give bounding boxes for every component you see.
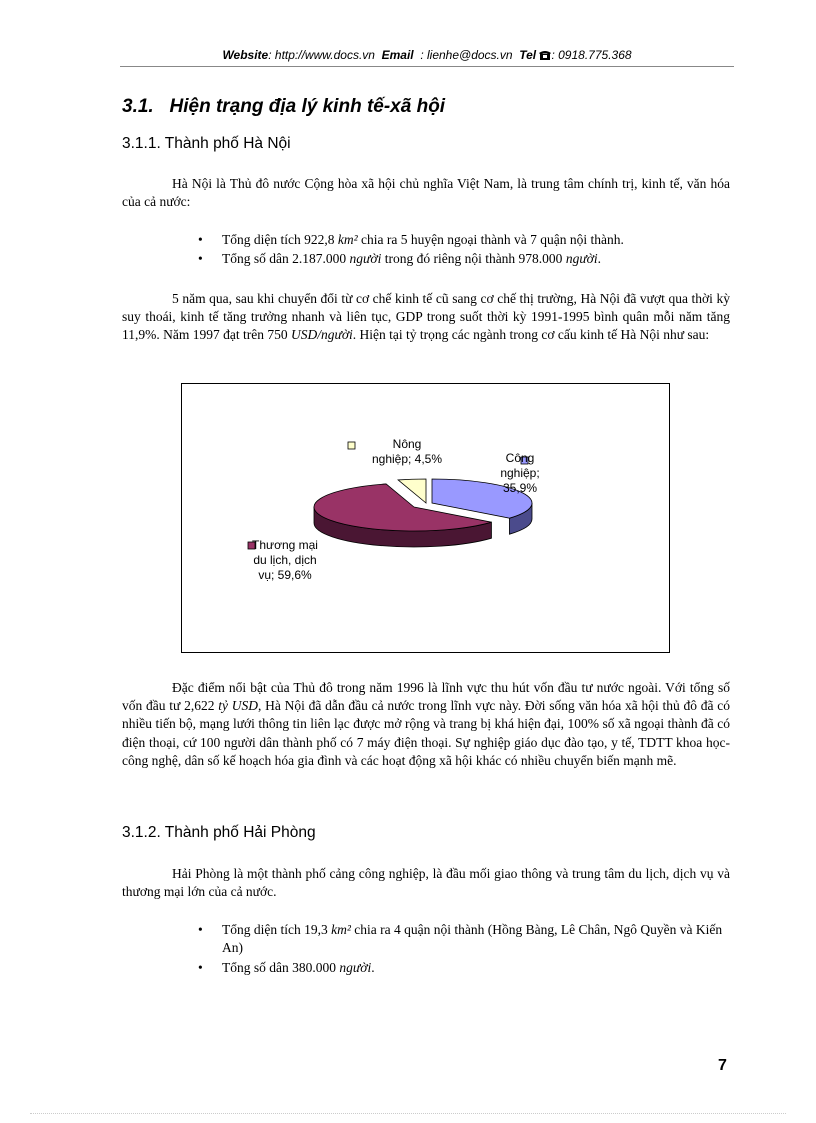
pie-chart-svg <box>182 384 669 652</box>
bullet-text: Tổng diện tích 922,8 <box>222 232 338 247</box>
unit-text: tỷ USD <box>218 698 258 714</box>
bullet-text: trong đó riêng nội thành 978.000 <box>381 251 566 266</box>
pie-data-label: Nông nghiệp; 4,5% <box>371 437 443 466</box>
pie-chart <box>181 383 670 653</box>
website-label: Website <box>222 48 269 62</box>
bullet-text: chia ra 5 huyện ngoại thành và 7 quận nội thành. <box>357 232 624 247</box>
unit-text: km² <box>331 922 351 937</box>
paragraph-text: , Hà Nội đã dẫn đầu cả nước trong lĩnh vực này. Đời sống văn hóa xã hội thủ đô đã có nhiều tiến bộ, mạng lưới thông tin liên lạc được mở rộng và trang bị khá hiện đại, 100% số xã ngoại thành đã có điện thoại, cứ 100 người dân thành phố có 7 máy điện thoại. Sự nghiệp giáo dục đào tạo, y tế, TDTT khoa học-công nghệ, dân số kế hoạch hóa gia đình và các hoạt động xã hội khác có nhiều chuyển biến mạnh mẽ. <box>122 698 730 768</box>
section-title: 3.1. Hiện trạng địa lý kinh tế-xã hội <box>122 96 446 117</box>
hanoi-investment-paragraph <box>122 679 730 770</box>
list-item <box>198 231 730 249</box>
bullet-icon: • <box>198 960 203 975</box>
pie-data-label: Thương mại du lịch, dịch vụ; 59,6% <box>252 538 318 582</box>
bullet-text: chia ra 4 quận nội thành (Hồng Bàng, Lê Chân, Ngô Quyền và Kiến An) <box>222 922 723 955</box>
email-label: Email <box>381 48 414 62</box>
header-divider <box>120 66 734 67</box>
paragraph-text: Đặc điểm nổi bật của Thủ đô trong năm 1996 là lĩnh vực thu hút vốn đầu tư nước ngoài. Với tổng số vốn đầu tư 2,622 <box>122 680 730 714</box>
paragraph-text: 5 năm qua, sau khi chuyển đổi từ cơ chế kinh tế cũ sang cơ chế thị trường, Hà Nội đã vượt qua thời kỳ suy thoái, kinh tế tăng trưởng nhanh và liên tục, GDP trong suốt thời kỳ 1991-1995 bình quân mỗi năm tăng 11,9%. Năm 1997 đạt trên 750 <box>122 291 730 343</box>
bullet-text: Tổng số dân 2.187.000 <box>222 251 350 266</box>
page-header <box>120 48 734 62</box>
footer-divider <box>30 1113 786 1114</box>
page-number: 7 <box>718 1057 727 1074</box>
bullet-icon: • <box>198 232 203 247</box>
bullet-icon: • <box>198 922 203 937</box>
bullet-text: . <box>371 960 375 975</box>
bullet-text: Tổng số dân 380.000 <box>222 960 340 975</box>
bullet-text: Tổng diện tích 19,3 <box>222 922 332 937</box>
unit-text: USD/người <box>290 327 353 343</box>
hanoi-economy-paragraph <box>122 290 730 345</box>
pie-label-key <box>348 442 355 449</box>
email-value: : lienhe@docs.vn <box>420 48 513 62</box>
tel-value: : 0918.775.368 <box>551 48 632 62</box>
list-item <box>198 959 730 977</box>
phone-icon <box>539 48 551 62</box>
unit-text: người <box>565 251 598 266</box>
tel-label: Tel <box>519 48 537 62</box>
unit-text: người <box>339 960 372 975</box>
bullet-icon: • <box>198 251 203 266</box>
unit-text: km² <box>337 232 358 247</box>
list-item <box>198 250 730 268</box>
haiphong-intro-paragraph: Hải Phòng là một thành phố cảng công nghiệp, là đầu mối giao thông và trung tâm du lịch, dịch vụ và thương mại lớn của cả nước. <box>122 866 730 900</box>
subsection-title-haiphong: 3.1.2. Thành phố Hải Phòng <box>122 824 316 841</box>
website-value: : http://www.docs.vn <box>268 48 375 62</box>
hanoi-intro-paragraph: Hà Nội là Thủ đô nước Cộng hòa xã hội chủ nghĩa Việt Nam, là trung tâm chính trị, kinh tế, văn hóa của cả nước: <box>122 176 730 210</box>
bullet-text: . <box>597 251 602 266</box>
subsection-title-hanoi: 3.1.1. Thành phố Hà Nội <box>122 135 291 152</box>
unit-text: người <box>349 251 382 266</box>
list-item <box>198 921 730 957</box>
pie-data-label: Công nghiệp; 35,9% <box>500 451 540 495</box>
paragraph-text: . Hiện tại tỷ trọng các ngành trong cơ cấu kinh tế Hà Nội như sau: <box>352 327 710 343</box>
